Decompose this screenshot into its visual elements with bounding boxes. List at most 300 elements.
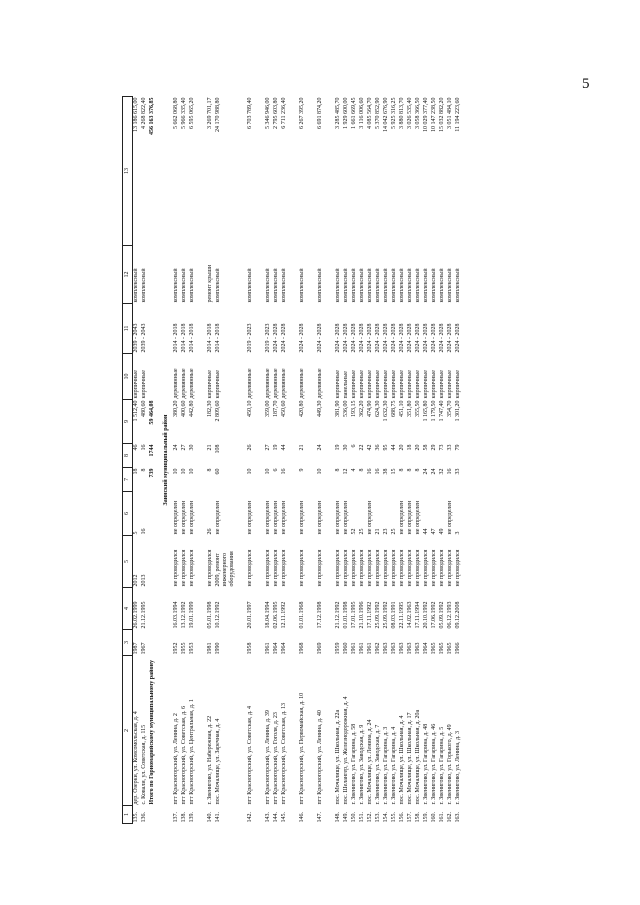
cell-c1: 152. [366, 812, 373, 823]
cell-c6: не определен [298, 500, 305, 535]
table-row [439, 97, 447, 824]
cell-c12: комплексный [422, 268, 429, 303]
cell-c5: 2009, ремонт инженерного оборудования [214, 551, 235, 587]
cell-c5: не проводился [180, 549, 187, 587]
cell-c4: 09.12.2008 [454, 601, 461, 629]
cell-c7: 12 [342, 468, 349, 475]
cell-c8: 44 [390, 444, 397, 451]
cell-c10: кирпичные [358, 370, 365, 399]
cell-c13: 3 285 485,70 [334, 97, 341, 129]
cell-c13: 14 042 676,90 [382, 97, 389, 132]
cell-c10: кирпичные [430, 370, 437, 399]
table-row [399, 97, 407, 824]
table-row [181, 97, 189, 824]
cell-c4: 01.01.1968 [298, 601, 305, 629]
cell-c10: кирпичные [350, 370, 357, 399]
cell-c8: 6 [350, 444, 357, 448]
cell-c5: не проводился [430, 549, 437, 587]
cell-c4: 16.03.1994 [172, 601, 179, 629]
cell-c3: 1981 [206, 642, 213, 655]
cell-c10: кирпичные [374, 370, 381, 399]
cell-c8: 18 [406, 444, 413, 451]
cell-c13: 6 595 065,20 [188, 97, 195, 129]
cell-c12: комплексный [398, 268, 405, 303]
cell-c6: не определен [264, 500, 271, 535]
table-row [447, 97, 455, 824]
cell-c9: 362,20 [358, 400, 365, 417]
cell-c2: пгт Красногорский, ул. Гоголя, д. 23 [272, 712, 279, 805]
cell-c8: 29 [430, 444, 437, 451]
cell-c1: 146. [298, 812, 305, 823]
cell-c5: не проводился [298, 549, 305, 587]
cell-c1: 156. [398, 812, 405, 823]
cell-c3: 1964 [422, 642, 429, 655]
cell-c1: 160. [430, 812, 437, 823]
cell-c4: 01.01.1998 [342, 601, 349, 629]
cell-c1: 145. [280, 812, 287, 823]
cell-c6: 44 [422, 528, 429, 535]
cell-c11: 2024 - 2028 [316, 323, 323, 353]
cell-c11: 2024 - 2028 [414, 323, 421, 353]
cell-c8: 95 [382, 444, 389, 451]
spacer-row [307, 97, 317, 824]
header-cell: 6 [123, 492, 133, 536]
cell-c8: 22 [358, 444, 365, 451]
cell-c4: 05.01.1998 [206, 601, 213, 629]
header-row [123, 97, 133, 824]
cell-c13: 1 929 600,00 [342, 97, 349, 129]
cell-c13: 4 085 564,70 [366, 97, 373, 129]
cell-c10: панельные [342, 371, 349, 399]
cell-c2: пгт Красногорский, ул. Первомайская, д. 10 [298, 692, 305, 805]
rotated-table-container [122, 96, 569, 824]
cell-c10: кирпичные [214, 370, 221, 399]
cell-c8: 73 [438, 444, 445, 451]
cell-c9: 1 632,30 [382, 400, 389, 422]
cell-c6: не определен [366, 500, 373, 535]
table-row [359, 97, 367, 824]
cell-c8: 21 [206, 444, 213, 451]
cell-c13: 3 880 813,70 [398, 97, 405, 129]
cell-c11: 2024 - 2028 [350, 323, 357, 353]
table-body-top [133, 97, 157, 824]
cell-c13: 1 661 669,45 [350, 97, 357, 129]
header-cell: 11 [123, 304, 133, 354]
cell-c1: 158. [414, 812, 421, 823]
cell-c13: 456 163 376,85 [148, 97, 155, 135]
cell-c4: 14.02.1963 [406, 601, 413, 629]
cell-c12 [149, 246, 157, 304]
cell-c13: 13 186 615,00 [133, 97, 139, 132]
cell-c3: 1963 [382, 642, 389, 655]
cell-c6: не определен [246, 500, 253, 535]
cell-c3: 1964 [280, 642, 287, 655]
cell-c9: 450,10 [246, 400, 253, 417]
header-cell: 2 [123, 656, 133, 806]
cell-c7: 24 [430, 468, 437, 475]
cell-c4: 20.01.1997 [246, 601, 253, 629]
cell-c10: кирпичные [406, 370, 413, 399]
cell-c3: 1965 [438, 642, 445, 655]
cell-c6: не определен [172, 500, 179, 535]
cell-c7: 10 [316, 468, 323, 475]
cell-c11 [149, 304, 157, 354]
cell-c10: кирпичные [206, 370, 213, 399]
cell-c13: 5 925 316,25 [390, 97, 397, 129]
cell-c12: комплексный [366, 268, 373, 303]
cell-c4: 18.04.1994 [264, 601, 271, 629]
cell-c11: 2024 - 2028 [430, 323, 437, 353]
cell-c2: г. Звенигово, ул. Горького, д. 49 [446, 724, 453, 805]
cell-c3: 1966 [454, 642, 461, 655]
cell-c11: 2024 - 2028 [334, 323, 341, 353]
cell-c7: 16 [366, 468, 373, 475]
cell-c2: пос. Мочалище, ул. Заречная, д. 4 [214, 718, 221, 805]
cell-c7: 10 [188, 468, 195, 475]
cell-c2: пос. Шелангер, ул. Железнодорожная, д. 4 [342, 696, 349, 805]
cell-c7: 10 [172, 468, 179, 475]
cell-c10: кирпичные [334, 370, 341, 399]
cell-c11: 2024 - 2028 [280, 323, 287, 353]
cell-c3: 1953 [188, 642, 195, 655]
cell-c4: 10.12.1992 [214, 601, 221, 629]
cell-c1: 140. [206, 812, 213, 823]
cell-c7: 8 [406, 468, 413, 472]
cell-c9: 355,50 [414, 400, 421, 417]
cell-c2: пос. Мочалище, ул. Ленина, д. 24 [366, 719, 373, 805]
section-heading-body [157, 97, 173, 824]
cell-c7: 6 [272, 468, 279, 472]
cell-c5: не проводился [398, 549, 405, 587]
cell-c10: деревянные [280, 368, 287, 399]
cell-c10: кирпичные [446, 370, 453, 399]
cell-c11: 2024 - 2028 [454, 323, 461, 353]
cell-c11: 2014 - 2018 [206, 323, 213, 353]
header-cell: 12 [123, 246, 133, 304]
cell-c5: не проводился [342, 549, 349, 587]
cell-c3: 1961 [264, 642, 271, 655]
spacer-cell [307, 97, 317, 824]
cell-c1: 144. [272, 812, 279, 823]
cell-c2: пгт Красногорский, ул. Советская, д. 6 [180, 706, 187, 805]
cell-c4: 25.09.1992 [374, 601, 381, 629]
cell-c5: не проводился [172, 549, 179, 587]
cell-c11: 2039 - 2043 [140, 323, 147, 353]
table-row [281, 97, 289, 824]
cell-c7: 4 [350, 468, 357, 472]
cell-c10: деревянные [316, 368, 323, 399]
cell-c6: не определен [406, 500, 413, 535]
table-row [133, 97, 141, 824]
cell-c2: г. Звенигово, ул. Набережная, д. 22 [206, 715, 213, 805]
cell-c5: не проводился [316, 549, 323, 587]
cell-c10 [149, 354, 157, 400]
cell-c1: 137. [172, 812, 179, 823]
cell-c5: не проводился [414, 549, 421, 587]
cell-c3: 1967 [140, 642, 147, 655]
table-row [375, 97, 383, 824]
cell-c12: комплексный [133, 268, 139, 303]
cell-c3: 1964 [272, 642, 279, 655]
cell-c4: 19.01.1999 [188, 601, 195, 629]
cell-c2: пгт Красногорский, ул. Центральная, д. 1 [188, 699, 195, 805]
cell-c12: комплексный [342, 268, 349, 303]
cell-c5: не проводился [374, 549, 381, 587]
spacer-cell [325, 97, 335, 824]
cell-c1: 159. [422, 812, 429, 823]
cell-c8: 58 [422, 444, 429, 451]
cell-c2: пос. Мочалище, ул. Школьная, д. 22а [334, 709, 341, 805]
cell-c2: г. Звенигово, ул. Ленина, д. 3 [454, 730, 461, 805]
cell-c3: 1961 [358, 642, 365, 655]
cell-c4: 17.11.1992 [366, 601, 373, 629]
cell-c3: 1969 [316, 642, 323, 655]
cell-c5: не проводился [438, 549, 445, 587]
cell-c11: 2014 - 2018 [188, 323, 195, 353]
cell-c1: 138. [180, 812, 187, 823]
cell-c7: 60 [214, 468, 221, 475]
cell-c5: не проводился [406, 549, 413, 587]
cell-c11: 2024 - 2028 [272, 323, 279, 353]
section-row [157, 97, 173, 824]
cell-c3: 1990 [214, 642, 221, 655]
cell-c9: 59 464,08 [148, 400, 155, 425]
cell-c13: 3 026 535,40 [406, 97, 413, 129]
cell-c4: 12.11.1992 [280, 601, 287, 629]
table-row [265, 97, 273, 824]
cell-c2: пгт Красногорский, ул. Советская, д. 4 [246, 706, 253, 805]
cell-c1: 143. [264, 812, 271, 823]
cell-c13: 15 032 882,20 [438, 97, 445, 132]
cell-c1: 153. [374, 812, 381, 823]
table-row [391, 97, 399, 824]
cell-c1: 147. [316, 812, 323, 823]
cell-c5: не проводился [390, 549, 397, 587]
cell-c3: 1952 [172, 642, 179, 655]
cell-c1: 151. [358, 812, 365, 823]
cell-c2: г. Звенигово, ул. Гагарина, д. 3 [382, 726, 389, 805]
cell-c10: кирпичные [140, 370, 147, 399]
cell-c12: комплексный [334, 268, 341, 303]
table-row [335, 97, 343, 824]
cell-c6: 49 [438, 528, 445, 535]
cell-c13: 5 346 946,00 [264, 97, 271, 129]
cell-c9: 1 165,80 [422, 400, 429, 422]
cell-c1: 149. [342, 812, 349, 823]
cell-c3: 1965 [430, 642, 437, 655]
cell-c6: не определен [280, 500, 287, 535]
cell-c5: не проводился [272, 549, 279, 587]
cell-c4: 22.11.1995 [398, 601, 405, 629]
cell-c8: 108 [214, 444, 221, 454]
cell-c8: 20 [398, 444, 405, 451]
cell-c1: 162. [446, 812, 453, 823]
cell-c5: не проводился [366, 549, 373, 587]
cell-c12: комплексный [264, 268, 271, 303]
cell-c11: 2024 - 2028 [406, 323, 413, 353]
table-row [207, 97, 215, 824]
cell-c9: 451,10 [398, 400, 405, 417]
cell-c7: 18 [133, 468, 139, 475]
cell-c2: г. Звенигово, ул. Заводская, д. 9 [358, 724, 365, 805]
cell-c9: 1 301,20 [454, 400, 461, 422]
housing-register-table [122, 96, 463, 824]
table-row [189, 97, 197, 824]
cell-c1: 157. [406, 812, 413, 823]
cell-c6: 16 [140, 528, 147, 535]
cell-c8: 33 [446, 444, 453, 451]
cell-c4: 26.02.1999 [133, 601, 139, 629]
header-cell: 4 [123, 588, 133, 630]
cell-c6: не определен [188, 500, 195, 535]
cell-c7: 38 [382, 468, 389, 475]
cell-c3: 1963 [390, 642, 397, 655]
table-row [415, 97, 423, 824]
cell-c9: 2 809,60 [214, 400, 221, 422]
cell-c8: 1744 [148, 444, 155, 457]
cell-c2: г. Звенигово, ул. Заводская, д. 7 [374, 724, 381, 805]
table-row [317, 97, 325, 824]
cell-c8: 27 [180, 444, 187, 451]
cell-c7: 24 [422, 468, 429, 475]
table-row [351, 97, 359, 824]
cell-c4: 21.12.1995 [140, 601, 147, 629]
cell-c2: г. Звенигово, ул. Гагарина, д. 5 [438, 726, 445, 805]
cell-c1: 155. [390, 812, 397, 823]
cell-c12: комплексный [446, 268, 453, 303]
cell-c8: 30 [342, 444, 349, 451]
spacer-cell [237, 97, 247, 824]
header-cell: 7 [123, 468, 133, 492]
cell-c10: деревянные [188, 368, 195, 399]
cell-c7: 33 [454, 468, 461, 475]
cell-c11: 2024 - 2028 [398, 323, 405, 353]
cell-c9: 474,90 [366, 400, 373, 417]
cell-c5: 2012 [133, 574, 139, 587]
spacer-row [237, 97, 247, 824]
cell-c10: деревянные [172, 368, 179, 399]
cell-c12: комплексный [172, 268, 179, 303]
cell-c7: 16 [446, 468, 453, 475]
cell-c10: кирпичные [422, 370, 429, 399]
cell-c7: 8 [140, 468, 147, 472]
cell-c6: 25 [358, 528, 365, 535]
spacer-cell [289, 97, 299, 824]
cell-c13: 5 662 068,80 [172, 97, 179, 129]
cell-c8: 79 [454, 444, 461, 451]
cell-c10: кирпичные [414, 370, 421, 399]
cell-c12: комплексный [438, 268, 445, 303]
table-row [455, 97, 463, 824]
table-row [407, 97, 415, 824]
cell-c8: 36 [374, 444, 381, 451]
cell-c11: 2019 - 2023 [264, 323, 271, 353]
cell-c12: ремонт крыши [206, 264, 213, 303]
cell-c5: не проводился [382, 549, 389, 587]
cell-c1: 163. [454, 812, 461, 823]
cell-c5: не проводился [446, 549, 453, 587]
cell-c10: кирпичные [133, 370, 139, 399]
table-row [367, 97, 375, 824]
cell-c4: 08.03.1991 [390, 601, 397, 629]
cell-c8: 24 [172, 444, 179, 451]
cell-c2: дер. Озерки, ул. Комсомольская, д. 4 [133, 711, 139, 805]
cell-c11: 2024 - 2028 [422, 323, 429, 353]
cell-c4: 06.12.1993 [446, 601, 453, 629]
cell-c3: 1963 [414, 642, 421, 655]
cell-c4: 05.09.1992 [438, 601, 445, 629]
cell-c12: комплексный [188, 268, 195, 303]
cell-c4: 25.09.1992 [382, 601, 389, 629]
cell-c2: г. Звенигово, ул. Гагарина, д. 4 [390, 726, 397, 805]
table-row [173, 97, 181, 824]
cell-c11: 2024 - 2028 [298, 323, 305, 353]
cell-c12: комплексный [374, 268, 381, 303]
cell-c12: комплексный [272, 268, 279, 303]
cell-c4: 17.01.1995 [350, 601, 357, 629]
cell-c11: 2024 - 2028 [358, 323, 365, 353]
cell-c9: 442,80 [188, 400, 195, 417]
cell-c13: 2 795 603,80 [272, 97, 279, 129]
cell-c4: 20.10.1992 [422, 601, 429, 629]
cell-c6: 47 [430, 528, 437, 535]
cell-c6: не определен [214, 500, 221, 535]
cell-c1: 150. [350, 812, 357, 823]
cell-c2: пгт Красногорский, ул. Ленина, д. 2 [172, 713, 179, 805]
cell-c6: 23 [382, 528, 389, 535]
cell-c3: 1959 [334, 642, 341, 655]
cell-c5 [149, 536, 157, 588]
cell-c13: 5 966 335,40 [180, 97, 187, 129]
table-row [141, 97, 149, 824]
cell-c3: 1962 [374, 642, 381, 655]
cell-c8: 30 [188, 444, 195, 451]
cell-c9: 449,30 [316, 400, 323, 417]
cell-c11: 2024 - 2028 [390, 323, 397, 353]
cell-c10: деревянные [272, 368, 279, 399]
cell-c10: кирпичные [382, 370, 389, 399]
cell-c3: 1960 [342, 642, 349, 655]
cell-c13: 6 267 395,20 [298, 97, 305, 129]
cell-c4: 17.12.1998 [316, 601, 323, 629]
cell-c10: деревянные [264, 368, 271, 399]
cell-c6: не определен [180, 500, 187, 535]
cell-c2: г. Звенигово, ул. Гагарина, д. 46 [430, 723, 437, 805]
header-cell: 5 [123, 536, 133, 588]
cell-c9: 351,80 [406, 400, 413, 417]
cell-c10: деревянные [246, 368, 253, 399]
cell-c5: не проводился [206, 549, 213, 587]
spacer-cell [255, 97, 265, 824]
cell-c9: 1 179,50 [430, 400, 437, 422]
cell-c8: 46 [133, 444, 139, 451]
cell-c9: 380,20 [172, 400, 179, 417]
table-row [273, 97, 281, 824]
cell-c12: комплексный [350, 268, 357, 303]
cell-c12: комплексный [280, 268, 287, 303]
cell-c8: 20 [414, 444, 421, 451]
cell-c7: 32 [438, 468, 445, 475]
cell-c11: 2024 - 2028 [342, 323, 349, 353]
cell-c6: не определен [316, 500, 323, 535]
cell-c10: деревянные [298, 368, 305, 399]
cell-c7: 8 [398, 468, 405, 472]
cell-c2: Итого по Горномарийскому муниципальному району [148, 660, 155, 805]
cell-c12: комплексный [390, 268, 397, 303]
table-row [215, 97, 237, 824]
cell-c10: кирпичные [438, 370, 445, 399]
cell-c10: кирпичные [390, 370, 397, 399]
